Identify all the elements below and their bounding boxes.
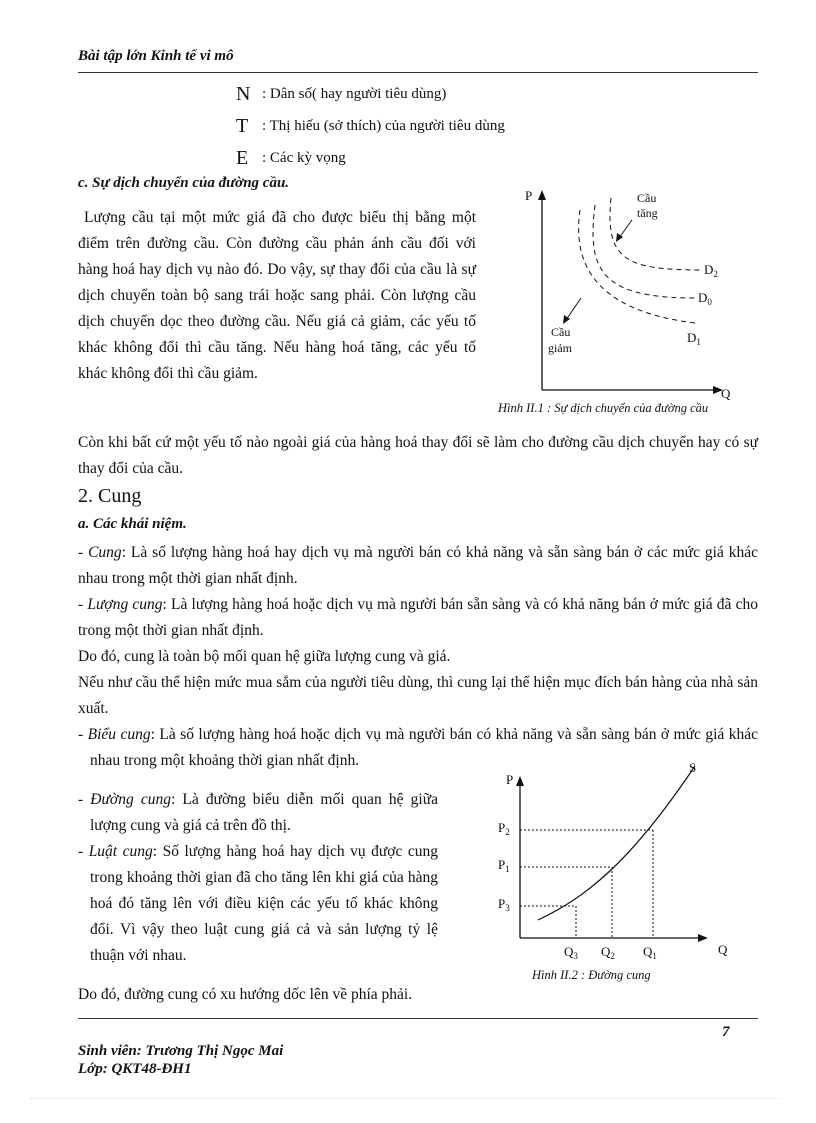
decrease-label-line2: giảm	[548, 341, 572, 355]
determinant-symbol: T	[236, 114, 249, 137]
label-q1: $Q_1$	[643, 944, 657, 961]
term-duong-cung: Đường cung	[90, 791, 171, 808]
def-cung: : Là số lượng hàng hoá hay dịch vụ mà người bán có khả năng và sẵn sàng bán ở các mức giá khác nhau trong một thời gian nhất định.	[78, 544, 758, 587]
section-2a-heading: a. Các khái niệm.	[78, 516, 187, 532]
supply-curve-figure	[490, 758, 740, 968]
axis-q-label: Q	[718, 942, 728, 957]
demand-shift-figure	[495, 180, 765, 420]
p-axis-arrow-icon	[516, 776, 524, 786]
curve-label-d2: $D_2$	[704, 262, 718, 279]
figure1-caption: Hình II.1 : Sự dịch chuyển của đường cầu	[498, 401, 709, 415]
label-p3: $P_3$	[498, 896, 510, 913]
increase-label-line1: Cầu	[637, 191, 657, 205]
cung-comparison-line: Nếu như cầu thể hiện mức mua sắm của người tiêu dùng, thì cung lại thể hiện mục đích bán hàng của nhà sản xuất.	[78, 674, 758, 717]
label-p2: $P_2$	[498, 820, 510, 837]
decrease-arrow	[566, 298, 581, 320]
figure2-caption: Hình II.2 : Đường cung	[532, 968, 651, 982]
conclusion-line: Do đó, đường cung có xu hướng dốc lên về phía phải.	[78, 986, 413, 1003]
definition-luong-cung: - Lượng cung: Là lượng hàng hoá hoặc dịch vụ mà người bán sẵn sàng và có khả năng bán ở mức giá đã cho trong một thời gian nhất định.	[78, 596, 759, 639]
term-luong-cung: Lượng cung	[87, 596, 163, 613]
footer-rule	[78, 1018, 758, 1019]
axis-p-label: P	[506, 772, 514, 787]
term-bieu-cung: Biểu cung	[87, 726, 151, 743]
term-cung: Cung	[88, 544, 122, 561]
footer-class: Lớp: QKT48-ĐH1	[78, 1061, 192, 1077]
determinant-item	[236, 110, 505, 142]
definition-duong-cung: - Đường cung: Là đường biểu diễn mối quan hệ giữa lượng cung và giá cả trên đồ thị.	[78, 791, 438, 834]
def-bieu-cung: : Là số lượng hàng hoá hoặc dịch vụ mà người bán có khả năng và sẵn sàng bán ở mức giá khác nhau trong một khoảng thời gian nhất định.	[90, 726, 758, 769]
cung-summary-line: Do đó, cung là toàn bộ mối quan hệ giữa lượng cung và giá.	[78, 648, 451, 665]
page-bottom-border	[30, 1098, 780, 1099]
axis-q-label: Q	[721, 386, 731, 401]
determinant-text: : Các kỳ vọng	[262, 149, 346, 166]
section-c-heading: c. Sự dịch chuyển của đường cầu.	[78, 175, 290, 191]
axis-p-label: P	[525, 188, 533, 203]
determinant-item	[236, 142, 505, 174]
definition-cung: - Cung: Là số lượng hàng hoá hay dịch vụ mà người bán có khả năng và sẵn sàng bán ở các mức giá khác nhau trong một thời gian nhất định.	[78, 544, 758, 587]
curve-label-d1: $D_1$	[687, 330, 701, 347]
def-luat-cung: : Số lượng hàng hoá hay dịch vụ được cung trong khoảng thời gian đã cho tăng lên khi giá của hàng hoá đó tăng lên với điều kiện các yếu tố khác không đổi. Vì vậy theo luật cung giá cả và sản lượng tỷ lệ thuận với nhau.	[90, 843, 438, 964]
decrease-label-line1: Cầu	[551, 325, 571, 339]
determinant-symbol: N	[236, 82, 251, 105]
section-2-heading: 2. Cung	[78, 485, 142, 507]
curve-label-d0: $D_0$	[698, 290, 712, 307]
def-duong-cung: : Là đường biểu diễn mối quan hệ giữa lượng cung và giá cả trên đồ thị.	[90, 791, 438, 834]
determinant-symbol: E	[236, 146, 249, 169]
section-c-paragraph2: Còn khi bất cứ một yếu tố nào ngoài giá của hàng hoá thay đổi sẽ làm cho đường cầu dịch chuyển hay có sự thay đổi của cầu.	[78, 434, 758, 477]
determinant-list	[236, 78, 505, 174]
supply-curve-s	[538, 766, 695, 920]
determinant-text: : Thị hiếu (sở thích) của người tiêu dùng	[262, 117, 505, 134]
p-axis-arrow-icon	[538, 190, 546, 200]
page-number: 7	[722, 1024, 730, 1040]
determinant-item	[236, 78, 505, 110]
label-p1: $P_1$	[498, 857, 510, 874]
header-rule	[78, 72, 758, 73]
label-q3: $Q_3$	[564, 944, 578, 961]
determinant-text: : Dân số( hay người tiêu dùng)	[262, 85, 447, 102]
demand-curve-d1	[579, 210, 695, 323]
increase-label-line2: tăng	[637, 206, 658, 220]
curve-label-s: S	[689, 760, 697, 775]
section-c-paragraph: Lượng cầu tại một mức giá đã cho được biểu thị bằng một điểm trên đường cầu. Còn đường cầu phản ánh cầu đối với hàng hoá hay dịch vụ nào đó. Do vậy, sự thay đổi của cầu là sự dịch chuyển toàn bộ sang trái hoặc sang phải. Còn lượng cầu dịch chuyển dọc theo đường cầu. Nếu giá cả giảm, các yếu tố khác không đổi thì cầu tăng. Nếu hàng hoá tăng, các yếu tố khác không đổi thì cầu giảm.	[78, 209, 476, 382]
footer-student: Sinh viên: Trương Thị Ngọc Mai	[78, 1043, 284, 1059]
definition-bieu-cung: - Biểu cung: Là số lượng hàng hoá hoặc dịch vụ mà người bán có khả năng và sẵn sàng bán ở mức giá khác nhau trong một khoảng thời gian nhất định.	[78, 726, 758, 769]
header-title: Bài tập lớn Kinh tế vi mô	[78, 48, 234, 64]
increase-arrow	[619, 220, 632, 238]
term-luat-cung: Luật cung	[88, 843, 153, 860]
definition-luat-cung: - Luật cung: Số lượng hàng hoá hay dịch vụ được cung trong khoảng thời gian đã cho tăng lên khi giá của hàng hoá đó tăng lên với điều kiện các yếu tố khác không đổi. Vì vậy theo luật cung giá cả và sản lượng tỷ lệ thuận với nhau.	[78, 843, 438, 964]
def-luong-cung: : Là lượng hàng hoá hoặc dịch vụ mà người bán sẵn sàng và có khả năng bán ở mức giá đã cho trong một thời gian nhất định.	[78, 596, 759, 639]
q-axis-arrow-icon	[698, 934, 708, 942]
label-q2: $Q_2$	[601, 944, 615, 961]
